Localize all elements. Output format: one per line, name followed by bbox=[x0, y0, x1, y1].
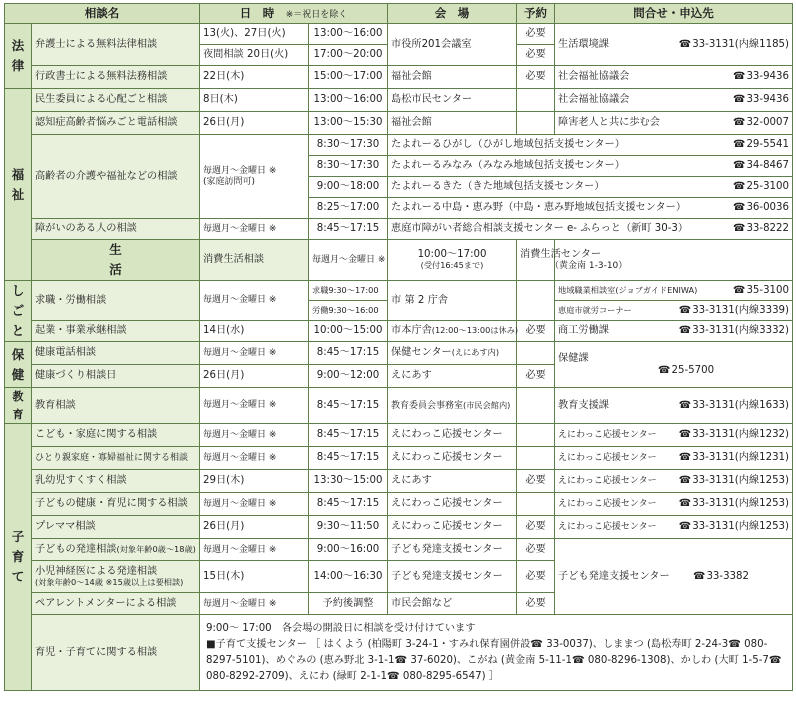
category-education: 教 育 bbox=[5, 388, 32, 424]
category-health: 保 健 bbox=[5, 342, 32, 388]
category-life: 生 活 bbox=[32, 240, 200, 281]
table-row: 法 律 弁護士による無料法律相談 13(火)、27日(火) 13:00〜16:00 市役所201会議室 必要 生活環境課 ☎ 33-3131(内線1185) bbox=[5, 24, 793, 45]
phone-icon: ☎ 25-5700 bbox=[558, 365, 789, 377]
phone-icon: ☎ 33-3131(内線1253) bbox=[679, 521, 789, 533]
phone-icon: ☎ 33-9436 bbox=[733, 71, 789, 83]
table-row: 高齢者の介護や福祉などの相談 毎週月〜金曜日 ※ (家庭訪問可) 8:30〜17:30 たよれーるひがし（ひがし地域包括支援センター） ☎ 29-5541 bbox=[5, 135, 793, 156]
header-contact: 問合せ・申込先 bbox=[555, 4, 793, 24]
table-row: 健康づくり相談日 26日(月) 9:00〜12:00 えにあす 必要 bbox=[5, 365, 793, 388]
table-row: 9:00〜18:00 たよれーるきた（きた地域包括支援センター） ☎ 25-3100 bbox=[5, 177, 793, 198]
header-datetime: 日 時 ※＝祝日を除く bbox=[200, 4, 388, 24]
table-row: 子どもの健康・育児に関する相談 毎週月〜金曜日 ※ 8:45〜17:15 えにわっこ応援センター えにわっこ応援センター ☎ 33-3131(内線1253) bbox=[5, 493, 793, 516]
phone-icon: ☎ 33-3131(内線1185) bbox=[679, 39, 789, 51]
phone-icon: ☎ 36-0036 bbox=[733, 202, 789, 214]
phone-icon: ☎ 33-3131(内線1232) bbox=[679, 429, 789, 441]
table-row: 小児神経医による発達相談 (対象年齢0〜14歳 ※15歳以上は要相談) 15日(木) 14:00〜16:30 子ども発達支援センター 必要 bbox=[5, 561, 793, 593]
table-row: 保 健 健康電話相談 毎週月〜金曜日 ※ 8:45〜17:15 保健センター(えにあす内) 保健課 ☎ 25-5700 bbox=[5, 342, 793, 365]
consultation-table bbox=[4, 3, 793, 691]
table-row: 行政書士による無料法務相談 22日(木) 15:00〜17:00 福祉会館 必要 社会福祉協議会 ☎ 33-9436 bbox=[5, 66, 793, 89]
table-row: 起業・事業承継相談 14日(水) 10:00〜15:00 市本庁舎(12:00〜13:00は休み) 必要 商工労働課 ☎ 33-3131(内線3332) bbox=[5, 321, 793, 342]
table-row: 子 育 て こども・家庭に関する相談 毎週月〜金曜日 ※ 8:45〜17:15 えにわっこ応援センター えにわっこ応援センター ☎ 33-3131(内線1232) bbox=[5, 424, 793, 447]
table-row: ひとり親家庭・寡婦福祉に関する相談 毎週月〜金曜日 ※ 8:45〜17:15 えにわっこ応援センター えにわっこ応援センター ☎ 33-3131(内線1231) bbox=[5, 447, 793, 470]
phone-icon: ☎ 33-3131(内線1253) bbox=[679, 475, 789, 487]
header-row bbox=[5, 4, 793, 24]
phone-icon: ☎ 32-0007 bbox=[733, 117, 789, 129]
table-row: 夜間相談 20日(火) 17:00〜20:00 必要 bbox=[5, 45, 793, 66]
table-row: ペアレントメンターによる相談 毎週月〜金曜日 ※ 予約後調整 市民会館など 必要 bbox=[5, 593, 793, 615]
header-reservation: 予約 bbox=[517, 4, 555, 24]
table-row: 障がいのある人の相談 毎週月〜金曜日 ※ 8:45〜17:15 恵庭市障がい者総合相談支援センター e- ふらっと（新町 30-3） ☎ 33-8222 bbox=[5, 219, 793, 240]
header-name: 相談名 bbox=[5, 4, 200, 24]
phone-icon: ☎ 33-3382 bbox=[693, 571, 749, 583]
phone-icon: ☎ 33-3131(内線3339) bbox=[679, 305, 789, 317]
category-legal: 法 律 bbox=[5, 24, 32, 89]
table-row: 生 活 消費生活相談 毎週月〜金曜日 ※ 10:00〜17:00 (受付16:45まで) 消費生活センター （黄金南 1-3-10） bbox=[5, 240, 793, 281]
phone-icon: ☎ 29-5541 bbox=[733, 139, 789, 151]
table-row: 認知症高齢者悩みごと電話相談 26日(月) 13:00〜15:30 福祉会館 障害老人と共に歩む会 ☎ 32-0007 bbox=[5, 112, 793, 135]
category-welfare: 福 祉 bbox=[5, 89, 32, 281]
phone-icon: ☎ 33-8222 bbox=[733, 223, 789, 235]
table-row: 8:30〜17:30 たよれーるみなみ（みなみ地域包括支援センター） ☎ 34-8467 bbox=[5, 156, 793, 177]
table-row: プレママ相談 26日(月) 9:30〜11:50 えにわっこ応援センター 必要 えにわっこ応援センター ☎ 33-3131(内線1253) bbox=[5, 516, 793, 539]
phone-icon: ☎ 33-3131(内線3332) bbox=[679, 325, 789, 337]
phone-icon: ☎ 33-3131(内線1253) bbox=[679, 498, 789, 510]
phone-icon: ☎ 25-3100 bbox=[733, 181, 789, 193]
phone-icon: ☎ 33-3131(内線1633) bbox=[679, 400, 789, 412]
table-row: 教 育 教育相談 毎週月〜金曜日 ※ 8:45〜17:15 教育委員会事務室(市民会館内) 教育支援課 ☎ 33-3131(内線1633) bbox=[5, 388, 793, 424]
table-row: 育児・子育てに関する相談 9:00〜 17:00 各会場の開設日に相談を受け付けています ■子育て支援センター ［ はくよう (柏陽町 3-24-1・すみれ保育園併設☎ 33-0037)、しままつ (島松寿町 2-24-3☎ 080-8297-5101)、めぐみの (恵み野北 3-1-1☎ 37-6020)、こがね (黄金南 5-11-1☎ 080-8296-1308)、かしわ (大町 1-5-7☎ 080-8292-2709)、えにわ (緑町 2-1-1☎ 080-8295-6547) ］ bbox=[5, 615, 793, 691]
table-row: 福 祉 民生委員による心配ごと相談 8日(木) 13:00〜16:00 島松市民センター 社会福祉協議会 ☎ 33-9436 bbox=[5, 89, 793, 112]
table-row: 労働9:30〜16:00 恵庭市就労コーナー ☎ 33-3131(内線3339) bbox=[5, 301, 793, 321]
table-row: 子どもの発達相談(対象年齢0歳〜18歳) 毎週月〜金曜日 ※ 9:00〜16:00 子ども発達支援センター 必要 子ども発達支援センター ☎ 33-3382 bbox=[5, 539, 793, 561]
phone-icon: ☎ 35-3100 bbox=[733, 285, 789, 297]
table-row: 8:25〜17:00 たよれーる中島・恵み野（中島・恵み野地域包括支援センター） ☎ 36-0036 bbox=[5, 198, 793, 219]
row-name: 弁護士による無料法律相談 bbox=[32, 24, 200, 66]
table-row: し ご と 求職・労働相談 毎週月〜金曜日 ※ 求職9:30〜17:00 市 第 2 庁舎 地域職業相談室(ジョブガイドENIWA) ☎ 35-3100 bbox=[5, 281, 793, 301]
category-work: し ご と bbox=[5, 281, 32, 342]
phone-icon: ☎ 33-9436 bbox=[733, 94, 789, 106]
phone-icon: ☎ 34-8467 bbox=[733, 160, 789, 172]
header-venue: 会 場 bbox=[388, 4, 517, 24]
phone-icon: ☎ 33-3131(内線1231) bbox=[679, 452, 789, 464]
category-childcare: 子 育 て bbox=[5, 424, 32, 691]
table-row: 乳幼児すくすく相談 29日(木) 13:30〜15:00 えにあす 必要 えにわっこ応援センター ☎ 33-3131(内線1253) bbox=[5, 470, 793, 493]
